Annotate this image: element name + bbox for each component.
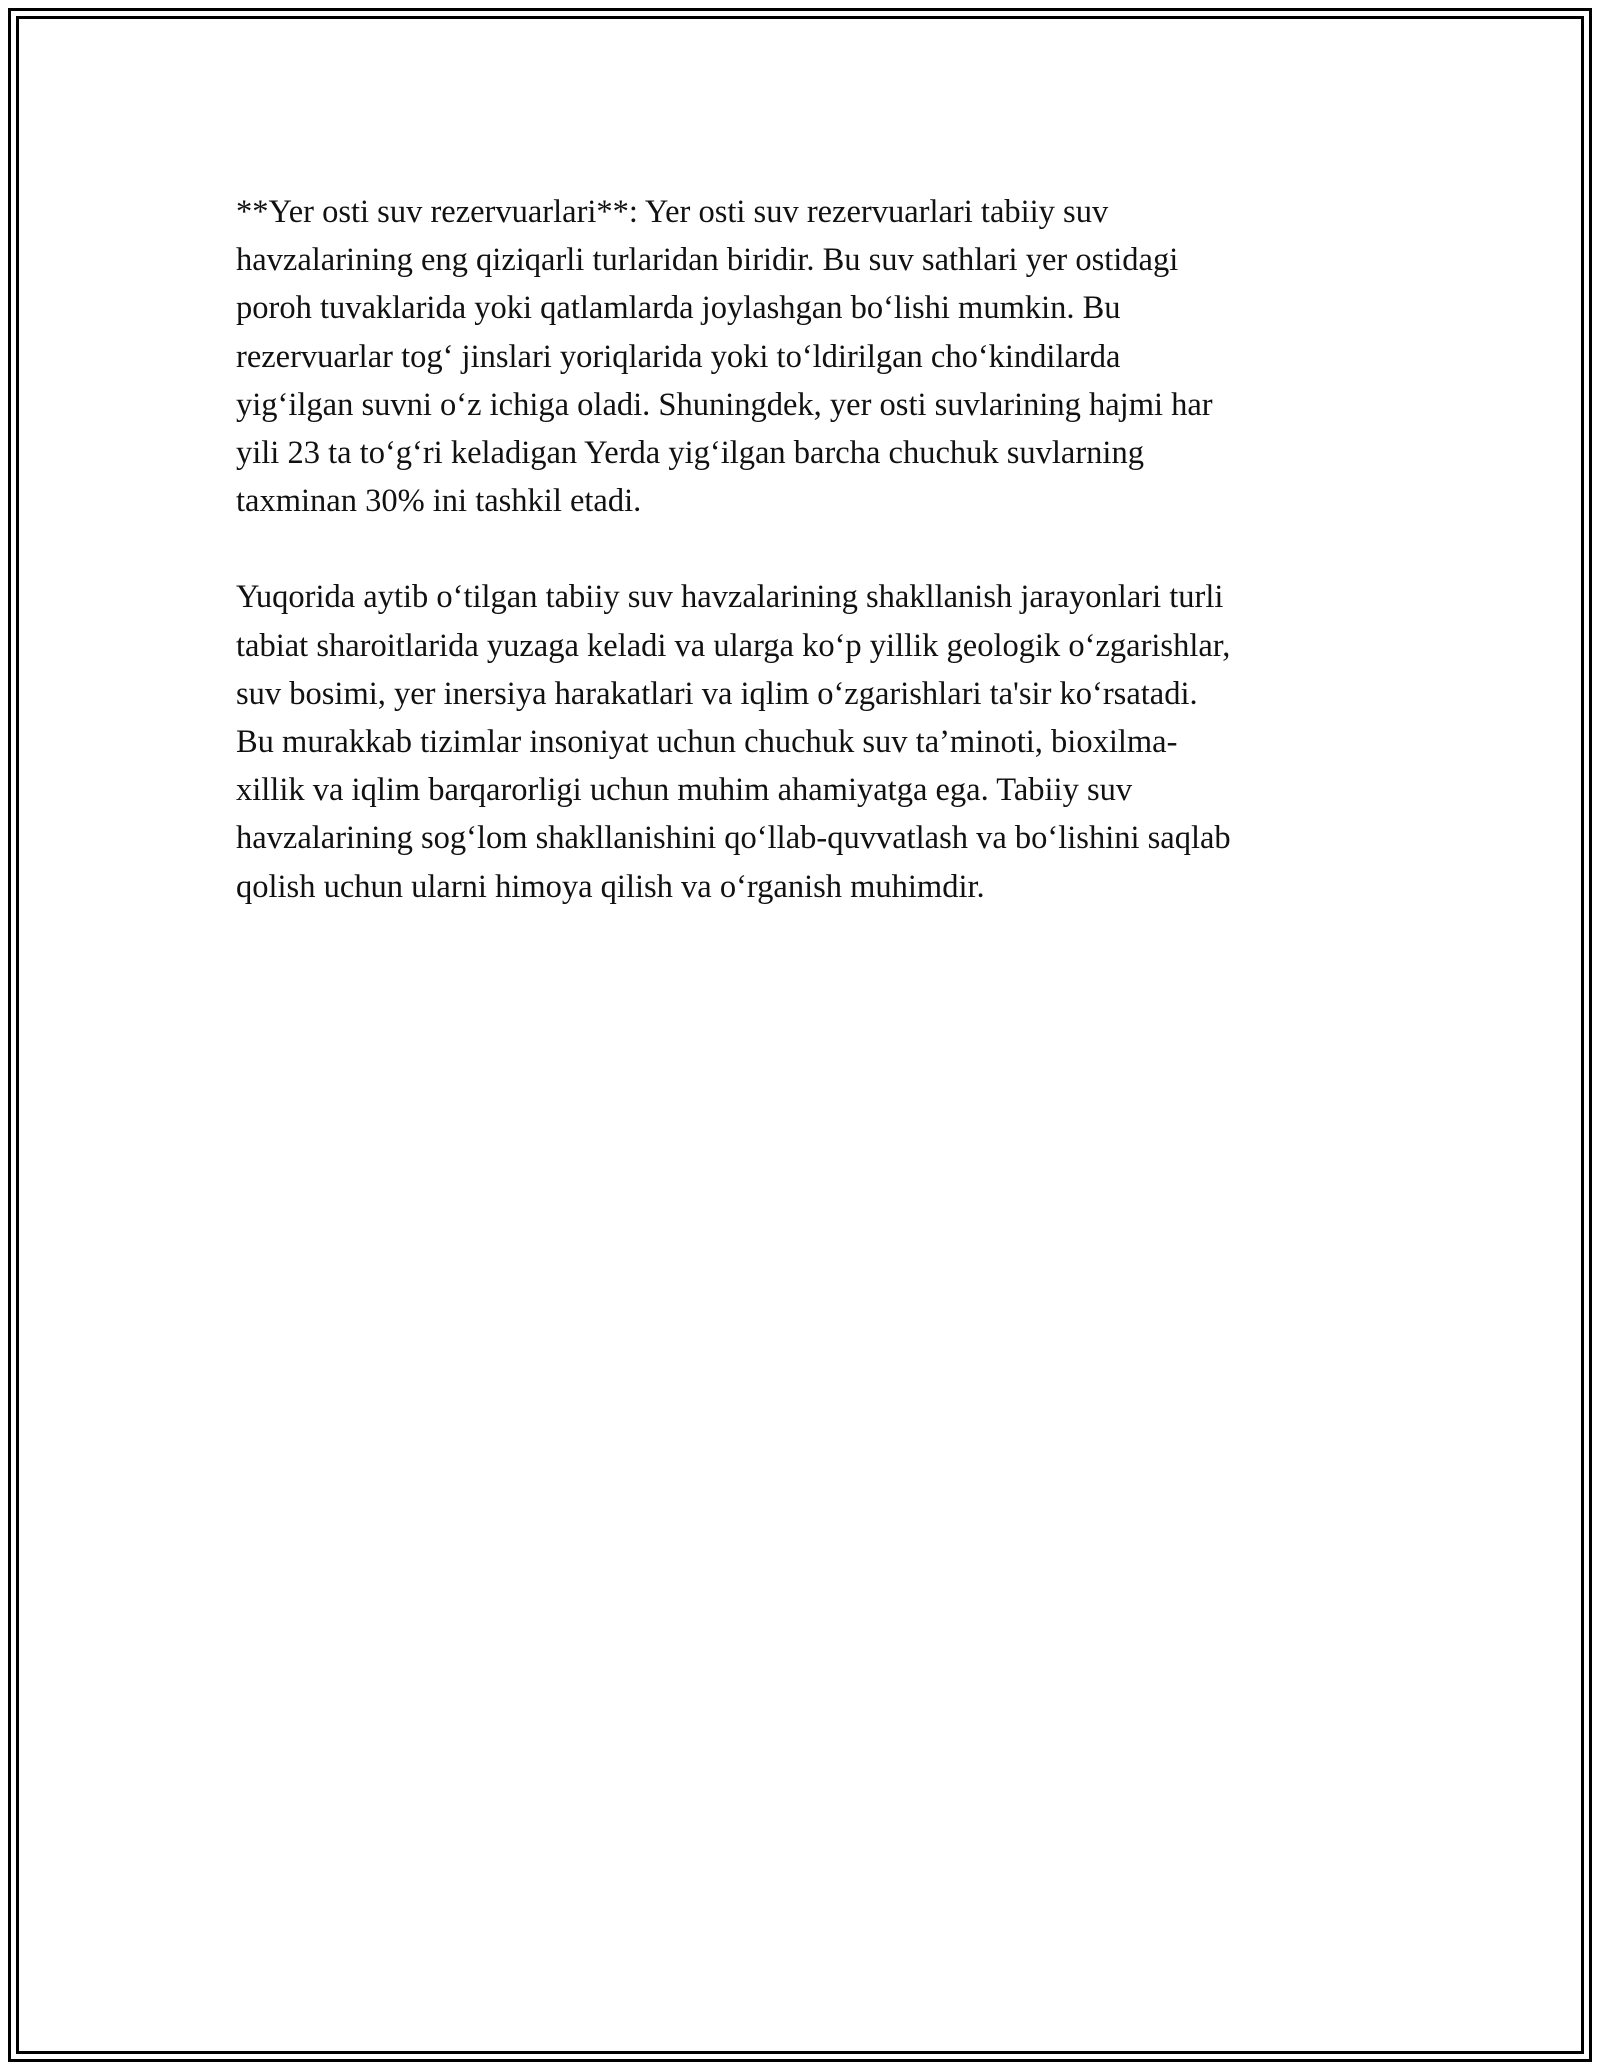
document-body: [236, 188, 1376, 911]
paragraph-groundwater-reservoirs: **Yer osti suv rezervuarlari**: Yer osti suv rezervuarlari tabiiy suv havzalarining eng qiziqarli turlaridan biridir. Bu suv sathlari yer ostidagi poroh tuvaklarida yoki qatlamlarda joylashgan bo‘lishi mumkin. Bu rezervuarlar tog‘ jinslari yoriqlarida yoki to‘ldirilgan cho‘kindilarda yig‘ilgan suvni o‘z ichiga oladi. Shuningdek, yer osti suvlarining hajmi har yili 23 ta to‘g‘ri keladigan Yerda yig‘ilgan barcha chuchuk suvlarning taxminan 30% ini tashkil etadi.: [236, 194, 1213, 520]
paragraph-formation-processes: Yuqorida aytib o‘tilgan tabiiy suv havzalarining shakllanish jarayonlari turli tabiat sharoitlarida yuzaga keladi va ularga ko‘p yillik geologik o‘zgarishlar, suv bosimi, yer inersiya harakatlari va iqlim o‘zgarishlari ta'sir ko‘rsatadi. Bu murakkab tizimlar insoniyat uchun chuchuk suv ta’minoti, bioxilma- xillik va iqlim barqarorligi uchun muhim ahamiyatga ega. Tabiiy suv havzalarining sog‘lom shakllanishini qo‘llab-quvvatlash va bo‘lishini saqlab qolish uchun ularni himoya qilish va o‘rganish muhimdir.: [236, 579, 1231, 905]
